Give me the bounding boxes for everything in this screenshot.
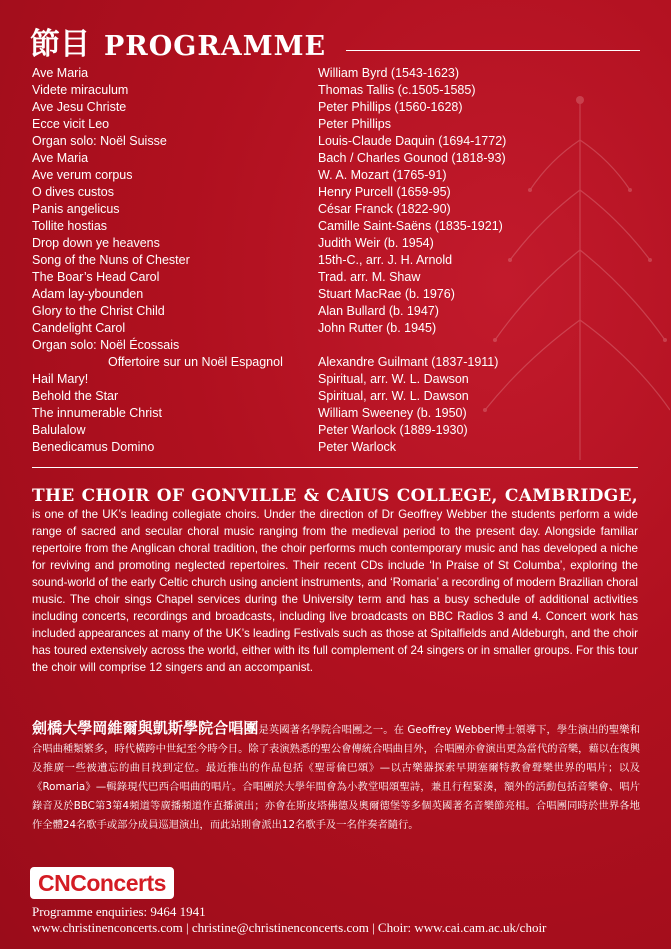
logo-text: CNConcerts — [30, 867, 174, 899]
programme-heading — [30, 20, 326, 60]
choir-description-cn — [32, 719, 640, 835]
composer-name: Alexandre Guilmant (1837-1911) — [318, 355, 499, 369]
programme-enquiries: Programme enquiries: 9464 1941 — [32, 904, 206, 919]
heading-en: PROGRAMME — [104, 31, 327, 62]
piece-title: The Boar’s Head Carol — [32, 270, 160, 284]
programme-item — [32, 82, 552, 99]
programme-list — [32, 65, 552, 456]
composer-name — [318, 337, 552, 354]
composer-name: Louis-Claude Daquin (1694-1772) — [318, 134, 507, 148]
programme-item — [32, 354, 552, 371]
choir-description-cn-text: 是英國著名學院合唱團之一。在 Geoffrey Webber博士領導下，學生演出的聖樂和合唱曲種類繁多，時代橫跨中世紀至今時今日。除了表演熟悉的聖公會傳統合唱曲目外，合唱團亦會演出更為當代的音樂，藉以在復興及推廣一些被遺忘的曲目找到定位。最近推出的作品包括《聖哥倫巴頌》—以古樂器探索早期塞爾特教會聲樂世界的唱片；以及《Romaria》—輯錄現代巴西合唱曲的唱片。合唱團於大學年間會為小教堂唱頌聖詩，兼且行程緊湊，額外的活動包括音樂會、唱片錄音及於BBC第3第4頻道等廣播頻道作直播演出；亦會在斯皮塔佛德及奧爾德堡等多個英國著名音樂節亮相。合唱團同時於世界各地作全體24名歌手或部分成員巡迴演出，而此站則會派出12名歌手及一名伴奏者隨行。 — [32, 724, 640, 831]
programme-item — [32, 439, 552, 456]
programme-item — [32, 320, 552, 337]
composer-name: César Franck (1822-90) — [318, 202, 451, 216]
piece-title: Ave verum corpus — [32, 168, 133, 182]
piece-title: Ave Jesu Christe — [32, 100, 127, 114]
programme-item — [32, 286, 552, 303]
composer-name: Henry Purcell (1659-95) — [318, 185, 451, 199]
piece-title: The innumerable Christ — [32, 406, 162, 420]
piece-title: Organ solo: Noël Écossais — [32, 338, 180, 352]
piece-title: Behold the Star — [32, 389, 119, 403]
programme-item — [32, 303, 552, 320]
programme-item — [32, 252, 552, 269]
composer-name: Trad. arr. M. Shaw — [318, 270, 421, 284]
piece-title: Tollite hostias — [32, 219, 108, 233]
composer-name: Bach / Charles Gounod (1818-93) — [318, 151, 506, 165]
composer-name: Spiritual, arr. W. L. Dawson — [318, 372, 469, 386]
composer-name: W. A. Mozart (1765-91) — [318, 168, 447, 182]
composer-name: William Byrd (1543-1623) — [318, 66, 460, 80]
programme-item — [32, 235, 552, 252]
piece-title: O dives custos — [32, 185, 114, 199]
programme-item — [32, 150, 552, 167]
programme-item — [32, 405, 552, 422]
piece-title: Organ solo: Noël Suisse — [32, 134, 167, 148]
composer-name: John Rutter (b. 1945) — [318, 321, 437, 335]
composer-name: Spiritual, arr. W. L. Dawson — [318, 389, 469, 403]
choir-name: THE CHOIR OF GONVILLE & CAIUS COLLEGE, CAMBRIDGE, — [32, 486, 638, 506]
piece-title: Glory to the Christ Child — [32, 304, 165, 318]
composer-name: Peter Phillips — [318, 117, 391, 131]
piece-title: Offertoire sur un Noël Espagnol — [108, 355, 283, 369]
programme-item — [32, 116, 552, 133]
cnconcerts-logo — [30, 868, 174, 898]
programme-item — [32, 422, 552, 439]
heading-cn: 節目 — [30, 27, 90, 62]
composer-name: Stuart MacRae (b. 1976) — [318, 287, 455, 301]
programme-item — [32, 184, 552, 201]
composer-name: Alan Bullard (b. 1947) — [318, 304, 439, 318]
piece-title: Hail Mary! — [32, 372, 89, 386]
programme-item — [32, 201, 552, 218]
composer-name: Judith Weir (b. 1954) — [318, 236, 434, 250]
piece-title: Song of the Nuns of Chester — [32, 253, 190, 267]
piece-title: Ave Maria — [32, 151, 89, 165]
composer-name: William Sweeney (b. 1950) — [318, 406, 467, 420]
piece-title: Drop down ye heavens — [32, 236, 160, 250]
piece-title: Candelight Carol — [32, 321, 126, 335]
programme-item — [32, 388, 552, 405]
composer-name: Camille Saint-Saëns (1835-1921) — [318, 219, 503, 233]
composer-name: Thomas Tallis (c.1505-1585) — [318, 83, 476, 97]
programme-item — [32, 133, 552, 150]
piece-title: Ave Maria — [32, 66, 89, 80]
composer-name: 15th-C., arr. J. H. Arnold — [318, 253, 453, 267]
programme-item — [32, 99, 552, 116]
contact-line: www.christinenconcerts.com | christine@christinenconcerts.com | Choir: www.cai.cam.ac.uk/choir — [32, 920, 547, 935]
piece-title: Benedicamus Domino — [32, 440, 155, 454]
piece-title: Balulalow — [32, 423, 86, 437]
programme-item — [32, 337, 552, 354]
piece-title: Ecce vicit Leo — [32, 117, 110, 131]
programme-item — [32, 218, 552, 235]
choir-description-en — [32, 488, 638, 676]
choir-name-cn: 劍橋大學岡維爾與凱斯學院合唱團 — [32, 719, 259, 737]
composer-name: Peter Phillips (1560-1628) — [318, 100, 463, 114]
piece-title: Panis angelicus — [32, 202, 120, 216]
programme-item — [32, 371, 552, 388]
composer-name: Peter Warlock (1889-1930) — [318, 423, 468, 437]
programme-item — [32, 269, 552, 286]
programme-item — [32, 167, 552, 184]
composer-name: Peter Warlock — [318, 440, 397, 454]
piece-title: Adam lay-ybounden — [32, 287, 144, 301]
piece-title: Videte miraculum — [32, 83, 129, 97]
heading-rule — [346, 50, 640, 51]
section-divider — [32, 467, 638, 468]
choir-description-text: is one of the UK’s leading collegiate choirs. Under the direction of Dr Geoffrey Webber the students perform a wide range of sacred and secular choral music ranging from the medieval period to the present day. Alongside familiar repertoire from the Anglican choral tradition, the choir performs much contemporary music and has developed a niche for reviving and promoting neglected repertoires. Their recent CDs include ‘In Praise of St Columba’, exploring the sound-world of the early Celtic church using ancient instruments, and ‘Romaria’ a recording of modern Brazilian choral music. The choir sings Chapel services during the University term and has a busy schedule of additional activities including concerts, recordings and broadcasts, including live broadcasts on BBC Radios 3 and 4. Concert work has included appearances at many of the UK’s leading Festivals such as those at Spitalfields and Aldeburgh, and the choir has toured extensively across the world, either with its full complement of 24 singers or in smaller groups. For this tour the choir will comprise 12 singers and an accompanist. — [32, 508, 638, 674]
programme-item — [32, 65, 552, 82]
